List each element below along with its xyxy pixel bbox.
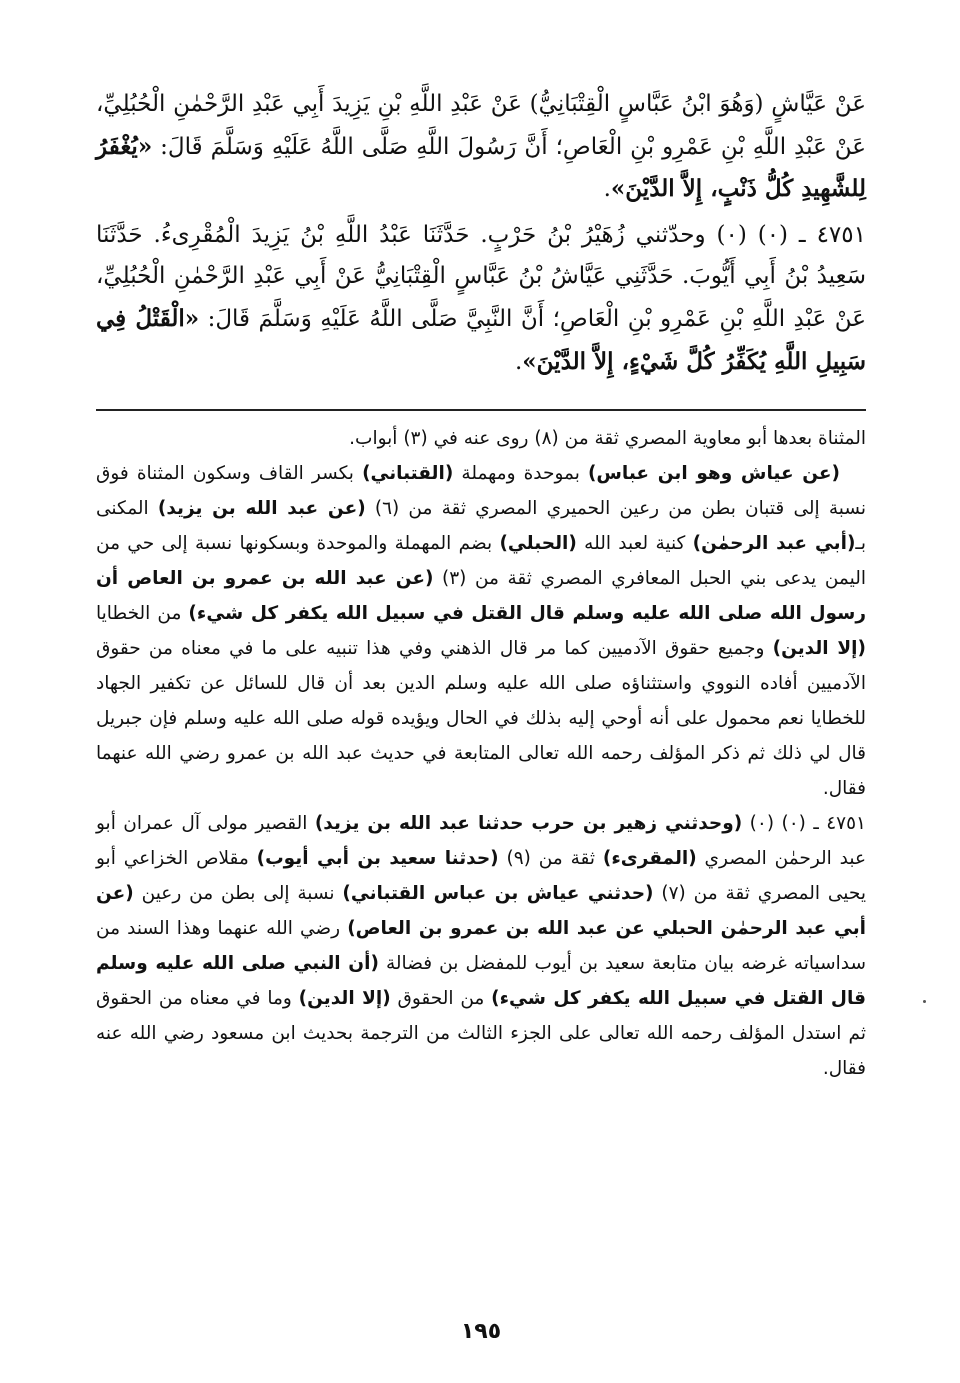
hadith-end: . (514, 348, 523, 375)
commentary-text: ٤٧٥١ ـ (٠) (٠) (742, 813, 866, 835)
hadith-matn: «الْقَتْلُ فِي سَبِيلِ اللَّهِ يُكَفِّرُ كُلَّ شَيْءٍ، إِلاَّ الدَّيْنَ» (96, 304, 866, 375)
commentary-text: القصير مولى آل عمران أبو عبد الرحمٰن المصري (96, 813, 867, 870)
page-number: ١٩٥ (460, 1319, 502, 1344)
commentary-quote: (عن أبي عبد الرحمٰن الحبلي عن عبد الله بن عمرو بن العاص) (96, 883, 866, 940)
commentary-text: وما في معناه من الحقوق ثم استدل المؤلف رحمه الله تعالى على الجزء الثالث من الترجمة بحديث ابن مسعود رضي الله عنه فقال. (96, 988, 866, 1080)
hadith-paragraph (96, 84, 866, 211)
hadith-matn: «يُغْفَرُ لِلشَّهِيدِ كُلُّ ذَنْبٍ، إِلاَّ الدَّيْنَ» (96, 132, 866, 203)
commentary-quote: (عن عبد الله بن عمرو بن العاص أن رسول الله صلى الله عليه وسلم قال القتل في سبيل الله يكفر كل شيء) (96, 568, 866, 625)
commentary-quote: (وحدثني زهير بن حرب حدثنا عبد الله بن يزيد) (314, 813, 743, 835)
commentary-quote: (أبي عبد الرحمٰن) (692, 533, 856, 555)
scan-speck (923, 1000, 926, 1003)
commentary-text: من الحقوق (390, 988, 492, 1010)
commentary-quote: (أن النبي صلى الله عليه وسلم قال القتل في سبيل الله يكفر كل شيء) (96, 953, 867, 1010)
hadith-end: . (603, 176, 611, 203)
commentary-quote: (حدثنا سعيد بن أبي أيوب) (256, 848, 499, 870)
book-page (96, 84, 866, 1344)
commentary-text: رضي الله عنهما وهذا السند من سداسياته غرضه بيان متابعة سعيد بن أيوب للمفضل بن فضالة (96, 918, 866, 975)
commentary-quote: (إلا الدين) (772, 638, 866, 660)
commentary-quote: (المقرىء) (602, 848, 697, 870)
hadith-paragraph (96, 215, 866, 383)
commentary-paragraph (96, 421, 866, 456)
hadith-isnad: ٤٧٥١ ـ (٠) (٠) وحدّثني زُهَيْرُ بْنُ حَرْبٍ. حَدَّثَنَا عَبْدُ اللَّهِ بْنُ يَزِيدَ الْمُقْرِىءُ. حَدَّثَنَا سَعِيدُ بْنُ أَبِي أَيُّوبَ. حَدَّثَنِي عَيَّاشُ بْنُ عَبَّاسٍ الْقِتْبَانِيُّ عَنْ أَبِي عَبْدِ الرَّحْمٰنِ الْحُبُلِيِّ، عَنْ عَبْدِ اللَّهِ بْنِ عَمْرِو بْنِ الْعَاصِ؛ أَنَّ النَّبِيَّ صَلَّى اللَّهُ عَلَيْهِ وَسَلَّمَ قَالَ: (96, 221, 866, 332)
commentary-text: نسبة إلى بطن من رعين (133, 883, 343, 905)
commentary-text: ثقة من (٩) (498, 848, 603, 870)
commentary-text: المكنى بـ (96, 498, 866, 555)
hadith-isnad: عَنْ عَيَّاشٍ (وَهُوَ ابْنُ عَبَّاسٍ الْقِتْبَانِيُّ) عَنْ عَبْدِ اللَّهِ بْنِ يَزِيدَ أَبِي عَبْدِ الرَّحْمٰنِ الْحُبُلِيِّ، عَنْ عَبْدِ اللَّهِ بْنِ عَمْرِو بْنِ الْعَاصِ؛ أَنَّ رَسُولَ اللَّهِ صَلَّى اللَّهُ عَلَيْهِ وَسَلَّمَ قَالَ: (96, 91, 866, 160)
commentary-quote: (القتباني) (362, 463, 454, 485)
commentary-text: بضم المهملة والموحدة وبسكونها نسبة إلى حي من اليمن يدعى بني الحبل المعافري المصري ثقة من (٣) (96, 533, 866, 590)
commentary-quote: (حدثني عياش بن عباس القتباني) (342, 883, 654, 905)
commentary-text: المثناة بعدها أبو معاوية المصري ثقة من (٨) روى عنه في (٣) أبواب. (349, 428, 866, 450)
commentary-paragraph (96, 806, 866, 1086)
commentary-text: بموحدة ومهملة (453, 463, 588, 485)
commentary-quote: (إلا الدين) (298, 988, 391, 1010)
commentary-quote: (الحبلي) (499, 533, 577, 555)
commentary-paragraph (96, 456, 866, 806)
commentary-text: بكسر القاف وسكون المثناة فوق نسبة إلى قتبان بطن من رعين الحميري المصري ثقة من (٦) (96, 463, 866, 520)
commentary-text: مقلاص الخزاعي أبو يحيى المصري ثقة من (٧) (96, 848, 866, 905)
commentary-text: من الخطايا (96, 603, 189, 625)
footnote-divider (96, 409, 866, 411)
commentary-text: كنية لعبد الله (576, 533, 693, 555)
commentary-quote: (عن عياش وهو ابن عباس) (587, 463, 840, 485)
commentary-quote: (عن عبد الله بن يزيد) (157, 498, 366, 520)
commentary-text: وجميع حقوق الآدميين كما مر قال الذهني وفي هذا تنبيه على ما في معناه من حقوق الآدميين أفاده النووي واستثناؤه صلى الله عليه وسلم الدين بعد أن قال للسائل عن تكفير الجهاد للخطايا نعم محمول على أنه أوحي إليه بذلك في الحال ويؤيده قوله صلى الله عليه وسلم فإن جبريل قال لي ذلك ثم ذكر المؤلف رحمه الله تعالى المتابعة في حديث عبد الله بن عمرو رضي الله عنهما فقال. (96, 638, 866, 800)
